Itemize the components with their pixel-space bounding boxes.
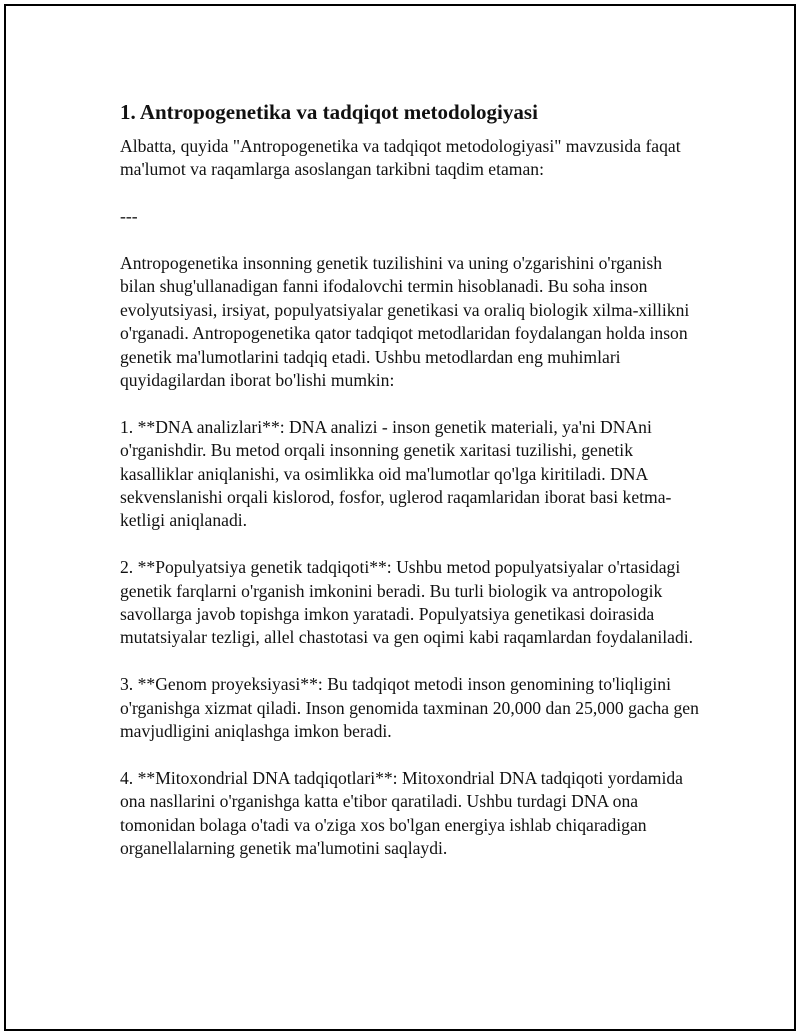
method-dna-analysis-paragraph: 1. **DNA analizlari**: DNA analizi - inson genetik materiali, ya'ni DNAni o'rganishdir. Bu metod orqali insonning genetik xaritasi tuzilishi, genetik kasalliklar aniqlanishi, va osimlikka oid ma'lumotlar qo'lga kiritiladi. DNA sekvenslanishi orqali kislorod, fosfor, uglerod raqamlaridan iborat basi ketma-ketligi aniqlanadi.: [120, 416, 672, 531]
document-title: 1. Antropogenetika va tadqiqot metodologiyasi: [120, 100, 538, 124]
method-mitochondrial-dna-paragraph: 4. **Mitoxondrial DNA tadqiqotlari**: Mitoxondrial DNA tadqiqoti yordamida ona nasllarini o'rganishga katta e'tibor qaratiladi. Ushbu turdagi DNA ona tomonidan bolaga o'tadi va o'ziga xos bo'lgan energiya ishlab chiqaradigan organellalarning genetik ma'lumotini saqlaydi.: [120, 767, 683, 859]
document-body: [120, 98, 700, 861]
intro-paragraph: Albatta, quyida "Antropogenetika va tadqiqot metodologiyasi" mavzusida faqat ma'lumot va raqamlarga asoslangan tarkibni taqdim etaman:: [120, 136, 681, 180]
page-frame: [4, 4, 796, 1031]
method-genome-projection-paragraph: 3. **Genom proyeksiyasi**: Bu tadqiqot metodi inson genomining to'liqligini o'rganishga xizmat qiladi. Inson genomida taxminan 20,000 dan 25,000 gacha gen mavjudligini aniqlashga imkon beradi.: [120, 674, 699, 742]
separator-line: ---: [120, 206, 138, 227]
overview-paragraph: Antropogenetika insonning genetik tuzilishini va uning o'zgarishini o'rganish bilan shug'ullanadigan fanni ifodalovchi termin hisoblanadi. Bu soha inson evolyutsiyasi, irsiyat, populyatsiyalar genetikasi va oraliq biologik xilma-xillikni o'rganadi. Antropogenetika qator tadqiqot metodlaridan foydalangan holda inson genetik ma'lumotlarini tadqiq etadi. Ushbu metodlardan eng muhimlari quyidagilardan iborat bo'lishi mumkin:: [120, 253, 690, 391]
method-population-genetics-paragraph: 2. **Populyatsiya genetik tadqiqoti**: Ushbu metod populyatsiyalar o'rtasidagi genetik farqlarni o'rganish imkonini beradi. Bu turli biologik va antropologik savollarga javob topishga imkon yaratadi. Populyatsiya genetikasi doirasida mutatsiyalar tezligi, allel chastotasi va gen oqimi kabi raqamlardan foydalaniladi.: [120, 557, 694, 648]
